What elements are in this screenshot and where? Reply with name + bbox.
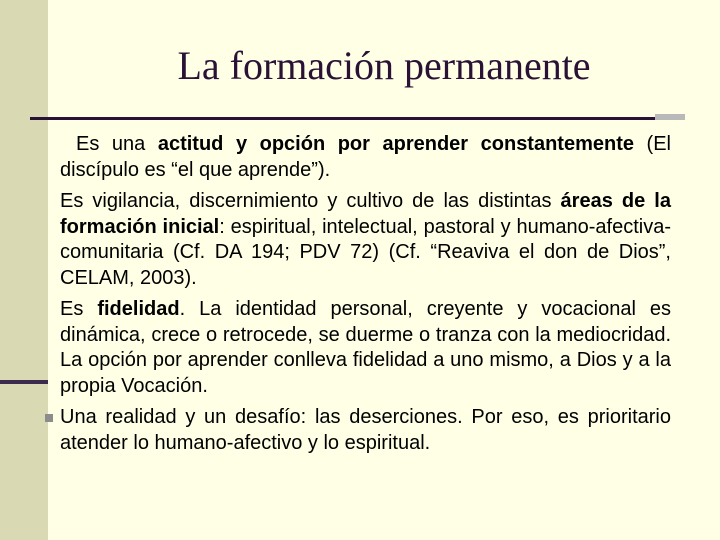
text-run: . La identidad personal, creyente y vocacional es dinámica, crece o retrocede, se duerme o tranza con la mediocridad. La opción por aprender conlleva fidelidad a uno mismo, a Dios y a la propia Vocación. — [60, 298, 671, 397]
text-run: Es — [60, 298, 98, 320]
text-run: Es una — [76, 133, 158, 155]
slide-title: La formación permanente — [177, 43, 591, 88]
bold-text: fidelidad — [97, 298, 180, 320]
bold-text: áreas de la formación inicial — [60, 190, 671, 238]
paragraph-fidelidad — [60, 297, 671, 399]
text-run: Es vigilancia, discernimiento y cultivo de las distintas — [60, 190, 561, 212]
text-run: (El discípulo es “el que aprende”). — [60, 133, 671, 181]
title-underline — [30, 117, 655, 120]
bold-text: actitud y opción por aprender constantemente — [157, 133, 634, 155]
bullet-item-desafio — [60, 405, 671, 456]
paragraph-vigilancia — [60, 189, 671, 291]
square-bullet-icon — [45, 414, 53, 422]
slide-body — [60, 132, 671, 462]
paragraph-actitud — [60, 132, 671, 183]
paragraph-desafio: Una realidad y un desafío: las deserciones. Por eso, es prioritario atender lo humano-afectivo y lo espiritual. — [60, 406, 671, 454]
left-accent-line — [0, 380, 48, 384]
text-run: : espiritual, intelectual, pastoral y humano-afectiva-comunitaria (Cf. DA 194; PDV 72) (Cf. “Reaviva el don de Dios”, CELAM, 2003). — [60, 215, 671, 289]
left-decorative-bar — [0, 0, 48, 540]
title-underline-shadow — [655, 114, 685, 120]
